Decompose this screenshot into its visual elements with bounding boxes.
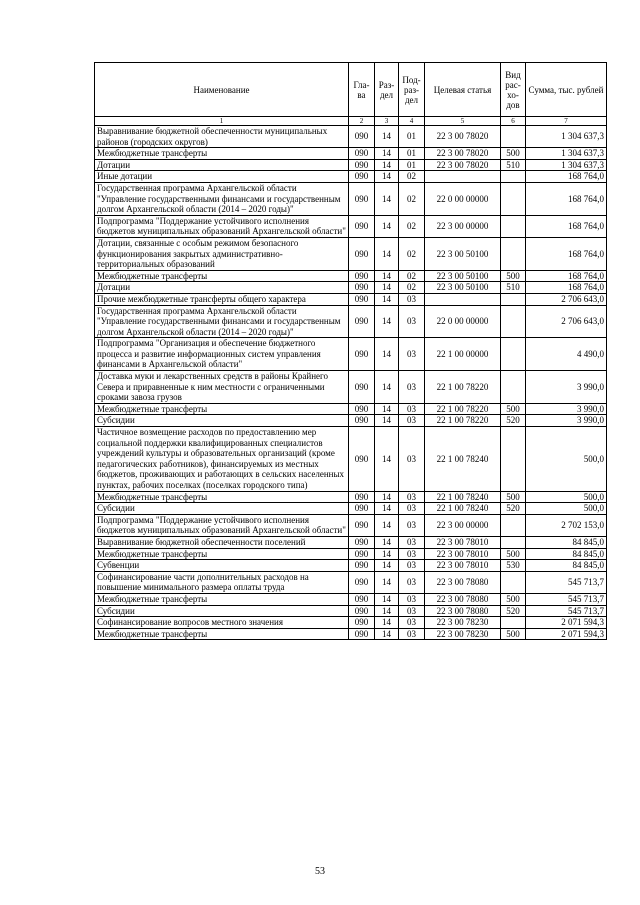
- table-row: [95, 293, 607, 305]
- table-row: [95, 536, 607, 548]
- cell-razdel: 14: [375, 282, 399, 294]
- table-row: [95, 560, 607, 572]
- cell-podrazdel: 02: [399, 237, 425, 270]
- cell-name: Межбюджетные трансферты: [95, 148, 349, 160]
- cell-summa: 2 071 594,3: [526, 628, 607, 640]
- cell-podrazdel: 02: [399, 215, 425, 237]
- cell-razdel: 14: [375, 605, 399, 617]
- cell-podrazdel: 03: [399, 628, 425, 640]
- cell-summa: 545 713,7: [526, 605, 607, 617]
- cell-celevaya: [425, 171, 501, 183]
- cell-razdel: 14: [375, 628, 399, 640]
- cell-name: Софинансирование вопросов местного значения: [95, 617, 349, 629]
- cell-celevaya: 22 3 00 78020: [425, 148, 501, 160]
- cell-vid: 520: [501, 605, 526, 617]
- cell-razdel: 14: [375, 560, 399, 572]
- cell-razdel: 14: [375, 536, 399, 548]
- cell-summa: 168 764,0: [526, 215, 607, 237]
- table-row: [95, 403, 607, 415]
- cell-vid: 500: [501, 548, 526, 560]
- table-row: [95, 571, 607, 593]
- cell-glava: 090: [349, 282, 375, 294]
- cell-summa: 3 990,0: [526, 371, 607, 404]
- cell-summa: 2 706 643,0: [526, 293, 607, 305]
- cell-celevaya: 22 3 00 00000: [425, 215, 501, 237]
- cell-celevaya: 22 3 00 78010: [425, 560, 501, 572]
- cell-summa: 4 490,0: [526, 338, 607, 371]
- cell-glava: 090: [349, 593, 375, 605]
- cell-vid: [501, 171, 526, 183]
- cell-glava: 090: [349, 548, 375, 560]
- cell-vid: 530: [501, 560, 526, 572]
- cell-podrazdel: 03: [399, 305, 425, 338]
- cell-glava: 090: [349, 617, 375, 629]
- cell-summa: 545 713,7: [526, 571, 607, 593]
- header-podrazdel: Под-раз-дел: [399, 63, 425, 117]
- cell-vid: 520: [501, 415, 526, 427]
- cell-name: Дотации, связанные с особым режимом безопасного функционирования закрытых административно-территориальных образований: [95, 237, 349, 270]
- cell-razdel: 14: [375, 514, 399, 536]
- cell-summa: 1 304 637,3: [526, 126, 607, 148]
- cell-summa: 1 304 637,3: [526, 159, 607, 171]
- cell-celevaya: 22 3 00 78080: [425, 571, 501, 593]
- cell-celevaya: 22 1 00 78220: [425, 403, 501, 415]
- cell-celevaya: 22 3 00 78230: [425, 617, 501, 629]
- cell-vid: 500: [501, 148, 526, 160]
- column-number-row: [95, 117, 607, 126]
- cell-summa: 84 845,0: [526, 548, 607, 560]
- cell-name: Субвенции: [95, 560, 349, 572]
- cell-glava: 090: [349, 514, 375, 536]
- cell-glava: 090: [349, 293, 375, 305]
- column-number: 4: [399, 117, 425, 126]
- cell-name: Прочие межбюджетные трансферты общего характера: [95, 293, 349, 305]
- cell-name: Субсидии: [95, 415, 349, 427]
- cell-razdel: 14: [375, 548, 399, 560]
- cell-glava: 090: [349, 338, 375, 371]
- cell-summa: 3 990,0: [526, 403, 607, 415]
- cell-glava: 090: [349, 237, 375, 270]
- cell-razdel: 14: [375, 403, 399, 415]
- cell-razdel: 14: [375, 148, 399, 160]
- cell-celevaya: 22 3 00 50100: [425, 237, 501, 270]
- cell-podrazdel: 03: [399, 605, 425, 617]
- table-row: [95, 182, 607, 215]
- table-row: [95, 159, 607, 171]
- table-row: [95, 491, 607, 503]
- cell-vid: 510: [501, 282, 526, 294]
- cell-name: Государственная программа Архангельской области "Управление государственными финансами и государственным долгом Архангельской области (2014 – 2020 годы)": [95, 305, 349, 338]
- cell-podrazdel: 03: [399, 491, 425, 503]
- cell-vid: 500: [501, 270, 526, 282]
- cell-vid: 510: [501, 159, 526, 171]
- table-row: [95, 628, 607, 640]
- cell-vid: [501, 305, 526, 338]
- cell-razdel: 14: [375, 571, 399, 593]
- table-row: [95, 371, 607, 404]
- table-row: [95, 171, 607, 183]
- header-vid: Вид рас-хо-дов: [501, 63, 526, 117]
- cell-vid: [501, 571, 526, 593]
- table-row: [95, 514, 607, 536]
- cell-summa: 500,0: [526, 503, 607, 515]
- cell-celevaya: 22 1 00 78240: [425, 427, 501, 492]
- cell-name: Государственная программа Архангельской области "Управление государственными финансами и государственным долгом Архангельской области (2014 – 2020 годы)": [95, 182, 349, 215]
- cell-podrazdel: 03: [399, 617, 425, 629]
- header-name: Наименование: [95, 63, 349, 117]
- cell-podrazdel: 03: [399, 293, 425, 305]
- cell-summa: 168 764,0: [526, 171, 607, 183]
- cell-razdel: 14: [375, 159, 399, 171]
- cell-vid: [501, 293, 526, 305]
- cell-podrazdel: 03: [399, 571, 425, 593]
- cell-summa: 168 764,0: [526, 182, 607, 215]
- table-row: [95, 215, 607, 237]
- cell-celevaya: [425, 293, 501, 305]
- table-row: [95, 305, 607, 338]
- cell-podrazdel: 03: [399, 371, 425, 404]
- cell-podrazdel: 03: [399, 403, 425, 415]
- table-row: [95, 126, 607, 148]
- cell-summa: 500,0: [526, 491, 607, 503]
- cell-razdel: 14: [375, 415, 399, 427]
- cell-podrazdel: 03: [399, 503, 425, 515]
- cell-glava: 090: [349, 571, 375, 593]
- cell-summa: 1 304 637,3: [526, 148, 607, 160]
- cell-podrazdel: 03: [399, 548, 425, 560]
- cell-vid: [501, 338, 526, 371]
- column-number: 3: [375, 117, 399, 126]
- cell-podrazdel: 01: [399, 126, 425, 148]
- cell-celevaya: 22 3 00 50100: [425, 270, 501, 282]
- table-row: [95, 605, 607, 617]
- cell-summa: 2 706 643,0: [526, 305, 607, 338]
- cell-vid: [501, 617, 526, 629]
- cell-vid: [501, 215, 526, 237]
- cell-name: Подпрограмма "Поддержание устойчивого исполнения бюджетов муниципальных образований Архангельской области": [95, 514, 349, 536]
- cell-celevaya: 22 1 00 78220: [425, 415, 501, 427]
- cell-glava: 090: [349, 415, 375, 427]
- cell-podrazdel: 03: [399, 427, 425, 492]
- cell-glava: 090: [349, 126, 375, 148]
- cell-vid: [501, 371, 526, 404]
- cell-name: Межбюджетные трансферты: [95, 628, 349, 640]
- cell-name: Дотации: [95, 282, 349, 294]
- cell-podrazdel: 02: [399, 282, 425, 294]
- cell-vid: [501, 536, 526, 548]
- cell-name: Межбюджетные трансферты: [95, 548, 349, 560]
- cell-summa: 168 764,0: [526, 282, 607, 294]
- cell-razdel: 14: [375, 593, 399, 605]
- table-row: [95, 593, 607, 605]
- cell-glava: 090: [349, 403, 375, 415]
- table-row: [95, 548, 607, 560]
- cell-summa: 2 702 153,0: [526, 514, 607, 536]
- cell-razdel: 14: [375, 427, 399, 492]
- cell-glava: 090: [349, 215, 375, 237]
- cell-name: Софинансирование части дополнительных расходов на повышение минимального размера оплаты труда: [95, 571, 349, 593]
- cell-razdel: 14: [375, 371, 399, 404]
- cell-podrazdel: 03: [399, 560, 425, 572]
- cell-vid: [501, 182, 526, 215]
- cell-glava: 090: [349, 171, 375, 183]
- cell-name: Межбюджетные трансферты: [95, 491, 349, 503]
- budget-table: [94, 62, 607, 640]
- header-summa: Сумма, тыс. рублей: [526, 63, 607, 117]
- cell-razdel: 14: [375, 237, 399, 270]
- header-celevaya: Целевая статья: [425, 63, 501, 117]
- cell-glava: 090: [349, 270, 375, 282]
- cell-celevaya: 22 3 00 78010: [425, 536, 501, 548]
- column-number: 2: [349, 117, 375, 126]
- cell-vid: 500: [501, 491, 526, 503]
- cell-podrazdel: 02: [399, 270, 425, 282]
- cell-glava: 090: [349, 182, 375, 215]
- cell-celevaya: 22 0 00 00000: [425, 182, 501, 215]
- table-body: [95, 126, 607, 640]
- cell-podrazdel: 03: [399, 415, 425, 427]
- cell-summa: 2 071 594,3: [526, 617, 607, 629]
- cell-razdel: 14: [375, 617, 399, 629]
- cell-glava: 090: [349, 536, 375, 548]
- cell-vid: 520: [501, 503, 526, 515]
- header-razdel: Раз-дел: [375, 63, 399, 117]
- cell-name: Подпрограмма "Поддержание устойчивого исполнения бюджетов муниципальных образований Архангельской области": [95, 215, 349, 237]
- cell-celevaya: 22 3 00 78020: [425, 159, 501, 171]
- cell-name: Подпрограмма "Организация и обеспечение бюджетного процесса и развитие информационных систем управления финансами в Архангельской области": [95, 338, 349, 371]
- cell-celevaya: 22 1 00 00000: [425, 338, 501, 371]
- cell-celevaya: 22 3 00 78020: [425, 126, 501, 148]
- cell-vid: [501, 237, 526, 270]
- cell-summa: 84 845,0: [526, 536, 607, 548]
- table-row: [95, 148, 607, 160]
- cell-podrazdel: 03: [399, 536, 425, 548]
- cell-celevaya: 22 3 00 78080: [425, 593, 501, 605]
- cell-glava: 090: [349, 427, 375, 492]
- cell-celevaya: 22 3 00 00000: [425, 514, 501, 536]
- column-number: 1: [95, 117, 349, 126]
- cell-razdel: 14: [375, 338, 399, 371]
- cell-glava: 090: [349, 605, 375, 617]
- header-row: [95, 63, 607, 117]
- cell-name: Выравнивание бюджетной обеспеченности поселений: [95, 536, 349, 548]
- cell-name: Иные дотации: [95, 171, 349, 183]
- cell-vid: [501, 126, 526, 148]
- table-row: [95, 503, 607, 515]
- cell-razdel: 14: [375, 503, 399, 515]
- page-number: 53: [315, 866, 325, 877]
- table-row: [95, 282, 607, 294]
- cell-name: Доставка муки и лекарственных средств в районы Крайнего Севера и приравненные к ним местности с ограниченными сроками завоза грузов: [95, 371, 349, 404]
- table-row: [95, 270, 607, 282]
- cell-name: Дотации: [95, 159, 349, 171]
- table-row: [95, 338, 607, 371]
- cell-podrazdel: 03: [399, 338, 425, 371]
- cell-glava: 090: [349, 159, 375, 171]
- cell-celevaya: 22 3 00 78230: [425, 628, 501, 640]
- cell-vid: [501, 514, 526, 536]
- cell-summa: 3 990,0: [526, 415, 607, 427]
- cell-name: Выравнивание бюджетной обеспеченности муниципальных районов (городских округов): [95, 126, 349, 148]
- cell-razdel: 14: [375, 305, 399, 338]
- table-row: [95, 617, 607, 629]
- cell-razdel: 14: [375, 491, 399, 503]
- cell-summa: 168 764,0: [526, 270, 607, 282]
- cell-name: Межбюджетные трансферты: [95, 403, 349, 415]
- column-number: 5: [425, 117, 501, 126]
- cell-name: Субсидии: [95, 605, 349, 617]
- cell-name: Частичное возмещение расходов по предоставлению мер социальной поддержки квалифицированных специалистов учреждений культуры и образовательных организаций (кроме педагогических работников), финансируемых из местных бюджетов, проживающих и работающих в сельских населенных пунктах, рабочих поселках (поселках городского типа): [95, 427, 349, 492]
- cell-podrazdel: 02: [399, 171, 425, 183]
- cell-podrazdel: 02: [399, 182, 425, 215]
- table-row: [95, 427, 607, 492]
- cell-summa: 545 713,7: [526, 593, 607, 605]
- cell-vid: 500: [501, 593, 526, 605]
- cell-vid: 500: [501, 403, 526, 415]
- cell-celevaya: 22 3 00 78010: [425, 548, 501, 560]
- cell-summa: 84 845,0: [526, 560, 607, 572]
- cell-vid: 500: [501, 628, 526, 640]
- cell-podrazdel: 01: [399, 159, 425, 171]
- cell-summa: 168 764,0: [526, 237, 607, 270]
- cell-glava: 090: [349, 148, 375, 160]
- cell-glava: 090: [349, 503, 375, 515]
- cell-celevaya: 22 3 00 78080: [425, 605, 501, 617]
- header-glava: Гла-ва: [349, 63, 375, 117]
- table-row: [95, 415, 607, 427]
- cell-podrazdel: 03: [399, 593, 425, 605]
- cell-celevaya: 22 1 00 78220: [425, 371, 501, 404]
- table-row: [95, 237, 607, 270]
- cell-celevaya: 22 1 00 78240: [425, 503, 501, 515]
- cell-celevaya: 22 3 00 50100: [425, 282, 501, 294]
- cell-celevaya: 22 1 00 78240: [425, 491, 501, 503]
- cell-razdel: 14: [375, 171, 399, 183]
- cell-glava: 090: [349, 305, 375, 338]
- cell-razdel: 14: [375, 215, 399, 237]
- column-number: 7: [526, 117, 607, 126]
- cell-name: Субсидии: [95, 503, 349, 515]
- cell-glava: 090: [349, 371, 375, 404]
- cell-razdel: 14: [375, 270, 399, 282]
- cell-summa: 500,0: [526, 427, 607, 492]
- cell-podrazdel: 01: [399, 148, 425, 160]
- cell-razdel: 14: [375, 182, 399, 215]
- cell-celevaya: 22 0 00 00000: [425, 305, 501, 338]
- cell-vid: [501, 427, 526, 492]
- cell-name: Межбюджетные трансферты: [95, 270, 349, 282]
- cell-razdel: 14: [375, 293, 399, 305]
- cell-glava: 090: [349, 491, 375, 503]
- column-number: 6: [501, 117, 526, 126]
- cell-razdel: 14: [375, 126, 399, 148]
- cell-podrazdel: 03: [399, 514, 425, 536]
- cell-glava: 090: [349, 628, 375, 640]
- cell-name: Межбюджетные трансферты: [95, 593, 349, 605]
- cell-glava: 090: [349, 560, 375, 572]
